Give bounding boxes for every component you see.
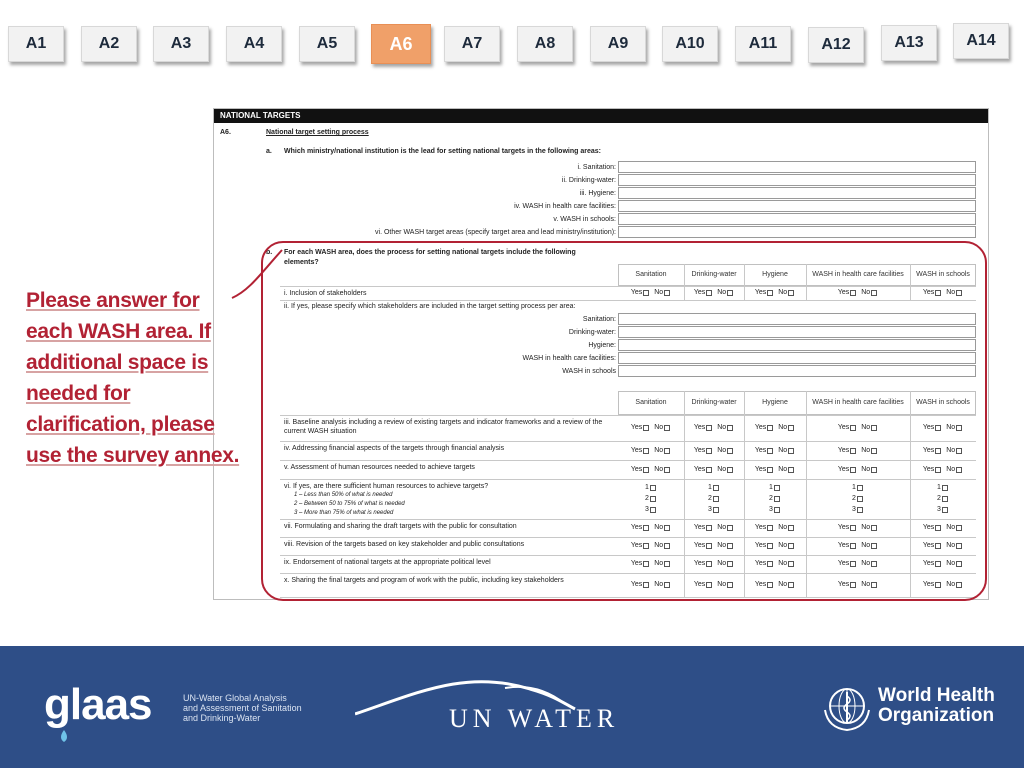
glaas-logo [42, 680, 166, 742]
scale-value: 2 [937, 494, 941, 502]
yes-label: Yes [922, 446, 935, 454]
tab-a8[interactable]: A8 [517, 26, 573, 62]
question-b-text-2: elements? [284, 259, 319, 266]
qa-item-label: v. WASH in schools: [553, 216, 616, 223]
who-wordmark [878, 686, 995, 726]
glaas-description [183, 693, 302, 723]
no-label: No [946, 289, 956, 296]
yes-label: Yes [693, 581, 706, 588]
scale-value: 1 [708, 483, 712, 491]
tab-a11[interactable]: A11 [735, 26, 791, 62]
yes-label: Yes [693, 524, 706, 531]
scale-note: 2 – Between 50 to 75% of what is needed [294, 501, 405, 507]
tab-a13[interactable]: A13 [881, 25, 937, 61]
yes-label: Yes [693, 424, 706, 431]
yes-label: Yes [837, 524, 850, 531]
qa-item-label: vi. Other WASH target areas (specify target area and lead ministry/institution): [375, 229, 616, 236]
no-label: No [654, 289, 664, 296]
yes-label: Yes [754, 560, 767, 567]
qa-item-label: iv. WASH in health care facilities: [514, 203, 616, 210]
yes-label: Yes [754, 289, 767, 296]
row-label: i. Inclusion of stakeholders [284, 290, 367, 297]
column-header: WASH in schools [916, 399, 970, 406]
tab-a3[interactable]: A3 [153, 26, 209, 62]
who-line-1: World Health [878, 685, 995, 706]
no-label: No [654, 524, 664, 531]
column-header: WASH in health care facilities [812, 399, 904, 406]
yes-label: Yes [754, 465, 767, 473]
scale-value: 2 [852, 494, 856, 502]
yes-label: Yes [922, 465, 935, 473]
column-header: Hygiene [762, 271, 788, 278]
footer-banner [0, 646, 1024, 768]
no-label: No [946, 446, 956, 454]
no-label: No [717, 446, 727, 454]
yes-label: Yes [693, 465, 706, 473]
tab-a4[interactable]: A4 [226, 26, 282, 62]
who-emblem-icon [820, 684, 874, 734]
question-b-letter: b. [266, 249, 273, 256]
row-label: iv. Addressing financial aspects of the targets through financial analysis [284, 445, 505, 452]
row-label: viii. Revision of the targets based on key stakeholder and public consultations [284, 541, 525, 548]
stakeholder-area-label: Sanitation: [582, 316, 616, 323]
section-title: National target setting process [266, 129, 369, 136]
tab-a9[interactable]: A9 [590, 26, 646, 62]
row-label: vii. Formulating and sharing the draft targets with the public for consultation [284, 523, 517, 530]
no-label: No [778, 560, 788, 567]
no-label: No [717, 581, 727, 588]
stakeholder-area-label: WASH in schools [562, 368, 616, 375]
yes-label: Yes [837, 542, 850, 549]
column-header: Drinking-water [691, 399, 737, 406]
no-label: No [778, 465, 788, 473]
no-label: No [717, 465, 727, 473]
yes-label: Yes [630, 542, 643, 549]
row-label: ix. Endorsement of national targets at the appropriate political level [284, 559, 491, 566]
stakeholder-area-label: Hygiene: [588, 342, 616, 349]
yes-label: Yes [837, 581, 850, 588]
form-header: NATIONAL TARGETS [214, 109, 988, 123]
scale-value: 3 [937, 505, 941, 513]
yes-label: Yes [693, 542, 706, 549]
glaas-desc-line: and Drinking-Water [183, 713, 261, 723]
yes-label: Yes [754, 524, 767, 531]
no-label: No [861, 446, 871, 454]
scale-value: 1 [937, 483, 941, 491]
scale-value: 1 [769, 483, 773, 491]
scale-value: 2 [769, 494, 773, 502]
row-label: ii. If yes, please specify which stakeholders are included in the target setting process per area: [284, 303, 576, 310]
no-label: No [717, 524, 727, 531]
tab-a1[interactable]: A1 [8, 26, 64, 62]
who-line-2: Organization [878, 705, 995, 726]
question-b-text: For each WASH area, does the process for setting national targets include the following [284, 249, 576, 256]
yes-label: Yes [693, 560, 706, 567]
yes-label: Yes [754, 424, 767, 431]
tab-a12[interactable]: A12 [808, 27, 864, 63]
no-label: No [717, 424, 727, 431]
yes-label: Yes [837, 560, 850, 567]
tab-a14[interactable]: A14 [953, 23, 1009, 59]
yes-label: Yes [922, 581, 935, 588]
yes-label: Yes [837, 289, 850, 296]
scale-value: 3 [708, 505, 712, 513]
no-label: No [778, 289, 788, 296]
yes-label: Yes [922, 560, 935, 567]
glaas-wordmark: glaas [44, 680, 152, 729]
no-label: No [861, 524, 871, 531]
column-header: Sanitation [635, 399, 667, 406]
yes-label: Yes [922, 542, 935, 549]
no-label: No [861, 542, 871, 549]
column-header: WASH in health care facilities [812, 271, 904, 278]
tab-a10[interactable]: A10 [662, 26, 718, 62]
stakeholder-area-label: WASH in health care facilities: [522, 355, 616, 362]
no-label: No [861, 560, 871, 567]
stakeholder-area-label: Drinking-water: [568, 329, 616, 336]
glaas-desc-line: and Assessment of Sanitation [183, 703, 302, 713]
qa-item-label: ii. Drinking-water: [561, 177, 616, 184]
question-a-text: Which ministry/national institution is the lead for setting national targets in the following areas: [284, 148, 601, 155]
yes-label: Yes [693, 289, 706, 296]
qa-item-label: i. Sanitation: [577, 164, 616, 171]
no-label: No [717, 560, 727, 567]
row-label: x. Sharing the final targets and program of work with the public, including key stakeholders [284, 577, 564, 584]
no-label: No [946, 424, 956, 431]
tab-a6[interactable]: A6 [371, 24, 431, 64]
no-label: No [778, 424, 788, 431]
yes-label: Yes [837, 424, 850, 431]
yes-label: Yes [837, 465, 850, 473]
callout-text: Please answer for each WASH area. If additional space is needed for clarification, please use the survey annex. [26, 289, 240, 467]
tab-a7[interactable]: A7 [444, 26, 500, 62]
column-header: Drinking-water [691, 271, 737, 278]
no-label: No [654, 560, 664, 567]
yes-label: Yes [837, 446, 850, 454]
scale-note: 3 – More than 75% of what is needed [294, 510, 394, 516]
qa-item-label: iii. Hygiene: [579, 190, 616, 197]
yes-label: Yes [630, 424, 643, 431]
no-label: No [717, 542, 727, 549]
no-label: No [946, 465, 956, 473]
row-label: iii. Baseline analysis including a review of existing targets and indicator frameworks and a review of the current WASH situation [284, 419, 603, 435]
no-label: No [861, 465, 871, 473]
tab-a5[interactable]: A5 [299, 26, 355, 62]
glaas-desc-line: UN-Water Global Analysis [183, 693, 287, 703]
yes-label: Yes [630, 289, 643, 296]
scale-value: 1 [852, 483, 856, 491]
no-label: No [778, 524, 788, 531]
no-label: No [654, 542, 664, 549]
scale-value: 2 [645, 494, 649, 502]
no-label: No [778, 446, 788, 454]
section-code: A6. [220, 129, 231, 136]
no-label: No [861, 289, 871, 296]
column-header: WASH in schools [916, 271, 970, 278]
no-label: No [654, 581, 664, 588]
no-label: No [778, 581, 788, 588]
no-label: No [861, 424, 871, 431]
scale-value: 3 [852, 505, 856, 513]
scale-value: 3 [769, 505, 773, 513]
yes-label: Yes [922, 289, 935, 296]
unwater-wordmark: UN WATER [449, 704, 620, 733]
yes-label: Yes [922, 424, 935, 431]
no-label: No [946, 524, 956, 531]
no-label: No [861, 581, 871, 588]
no-label: No [946, 542, 956, 549]
row-label: vi. If yes, are there sufficient human resources to achieve targets? [284, 483, 489, 490]
no-label: No [717, 289, 727, 296]
tab-a2[interactable]: A2 [81, 26, 137, 62]
yes-label: Yes [630, 560, 643, 567]
column-header: Hygiene [762, 399, 788, 406]
row-label: v. Assessment of human resources needed to achieve targets [284, 464, 475, 471]
scale-value: 1 [645, 483, 649, 491]
yes-label: Yes [754, 542, 767, 549]
question-a-letter: a. [266, 148, 272, 155]
no-label: No [946, 581, 956, 588]
no-label: No [778, 542, 788, 549]
yes-label: Yes [630, 446, 643, 454]
scale-note: 1 – Less than 50% of what is needed [294, 492, 393, 498]
yes-label: Yes [754, 581, 767, 588]
scale-value: 3 [645, 505, 649, 513]
scale-value: 2 [708, 494, 712, 502]
yes-label: Yes [630, 524, 643, 531]
no-label: No [946, 560, 956, 567]
column-header: Sanitation [635, 271, 667, 278]
yes-label: Yes [922, 524, 935, 531]
no-label: No [654, 446, 664, 454]
yes-label: Yes [630, 581, 643, 588]
yes-label: Yes [630, 465, 643, 473]
yes-label: Yes [693, 446, 706, 454]
no-label: No [654, 424, 664, 431]
yes-label: Yes [754, 446, 767, 454]
no-label: No [654, 465, 664, 473]
